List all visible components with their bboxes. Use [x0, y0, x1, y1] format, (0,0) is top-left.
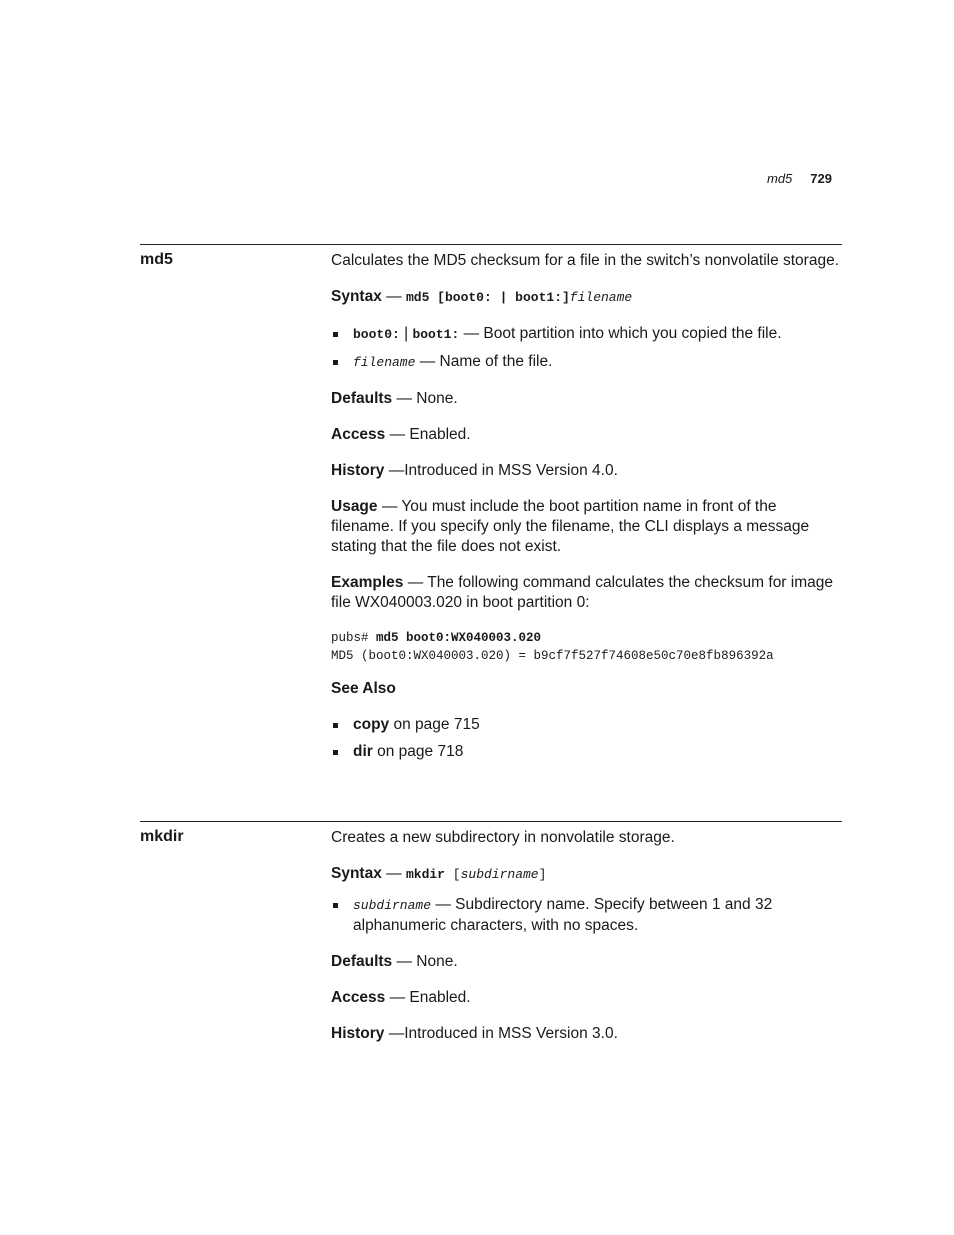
- code-command: md5 boot0:WX040003.020: [376, 631, 542, 645]
- ref-command: copy: [353, 716, 390, 733]
- list-item: [331, 895, 842, 936]
- mkdir-heading: mkdir: [140, 828, 184, 845]
- access-label: Access: [331, 989, 386, 1006]
- param-code: subdirname: [353, 898, 432, 913]
- param-description: — Boot partition into which you copied the file.: [459, 325, 782, 342]
- md5-section: [140, 244, 842, 778]
- page-number: 729: [810, 171, 832, 186]
- param-code: boot1:: [412, 327, 460, 342]
- md5-body: [331, 245, 842, 762]
- history-text: —Introduced in MSS Version 4.0.: [384, 462, 618, 479]
- mkdir-history: [331, 1024, 842, 1044]
- md5-parameter-list: [331, 324, 842, 373]
- md5-heading: md5: [140, 251, 173, 268]
- syntax-command: md5 [boot0: | boot1:]: [405, 290, 570, 305]
- history-label: History: [331, 462, 385, 479]
- md5-examples: [331, 573, 842, 613]
- example-code-block: [331, 629, 842, 665]
- running-header-title: md5: [767, 171, 793, 186]
- defaults-label: Defaults: [331, 390, 393, 407]
- syntax-bracket-open: [: [444, 867, 461, 882]
- syntax-dash: —: [381, 288, 406, 305]
- code-output: MD5 (boot0:WX040003.020) = b9cf7f527f74608e50c70e8fb896392a: [331, 649, 774, 663]
- list-item: [331, 324, 842, 345]
- see-also-item-dir[interactable]: [331, 742, 842, 762]
- access-text: — Enabled.: [385, 426, 471, 443]
- usage-text: — You must include the boot partition name in front of the filename. If you specify only the filename, the CLI displays a message stating that the file does not exist.: [331, 498, 810, 555]
- see-also-list: [331, 715, 842, 762]
- syntax-command: mkdir: [405, 867, 445, 882]
- access-label: Access: [331, 426, 386, 443]
- ref-page: on page 715: [389, 716, 480, 733]
- examples-text: — The following command calculates the checksum for image file WX040003.020 in boot partition 0:: [331, 574, 833, 611]
- mkdir-defaults: [331, 952, 842, 972]
- examples-label: Examples: [331, 574, 404, 591]
- md5-defaults: [331, 389, 842, 409]
- param-description: — Subdirectory name. Specify between 1 and 32 alphanumeric characters, with no spaces.: [353, 896, 773, 934]
- defaults-text: — None.: [392, 390, 458, 407]
- param-code: filename: [353, 355, 416, 370]
- mkdir-description: Creates a new subdirectory in nonvolatile storage.: [331, 829, 675, 846]
- usage-label: Usage: [331, 498, 378, 515]
- see-also-heading: See Also: [331, 680, 396, 697]
- ref-command: dir: [353, 743, 373, 760]
- access-text: — Enabled.: [385, 989, 471, 1006]
- history-label: History: [331, 1025, 385, 1042]
- md5-description: Calculates the MD5 checksum for a file in the switch’s nonvolatile storage.: [331, 252, 840, 269]
- md5-usage: [331, 497, 842, 557]
- syntax-label: Syntax: [331, 288, 382, 305]
- md5-access: [331, 425, 842, 445]
- param-code: boot0:: [353, 327, 400, 342]
- syntax-label: Syntax: [331, 865, 382, 882]
- history-text: —Introduced in MSS Version 3.0.: [384, 1025, 618, 1042]
- mkdir-access: [331, 988, 842, 1008]
- param-separator: |: [399, 325, 413, 342]
- syntax-bracket-close: ]: [538, 867, 547, 882]
- mkdir-parameter-list: [331, 895, 842, 936]
- md5-syntax: [331, 287, 842, 308]
- param-description: — Name of the file.: [415, 353, 553, 370]
- code-prompt: pubs#: [331, 631, 377, 645]
- mkdir-section: [140, 821, 842, 1060]
- syntax-dash: —: [381, 865, 406, 882]
- list-item: [331, 352, 842, 373]
- ref-page: on page 718: [372, 743, 464, 760]
- running-header: [767, 171, 832, 186]
- mkdir-body: [331, 822, 842, 1044]
- md5-history: [331, 461, 842, 481]
- defaults-text: — None.: [392, 953, 458, 970]
- syntax-argument: filename: [569, 290, 633, 305]
- defaults-label: Defaults: [331, 953, 393, 970]
- syntax-argument: subdirname: [460, 867, 539, 882]
- see-also-item-copy[interactable]: [331, 715, 842, 735]
- mkdir-syntax: [331, 864, 842, 885]
